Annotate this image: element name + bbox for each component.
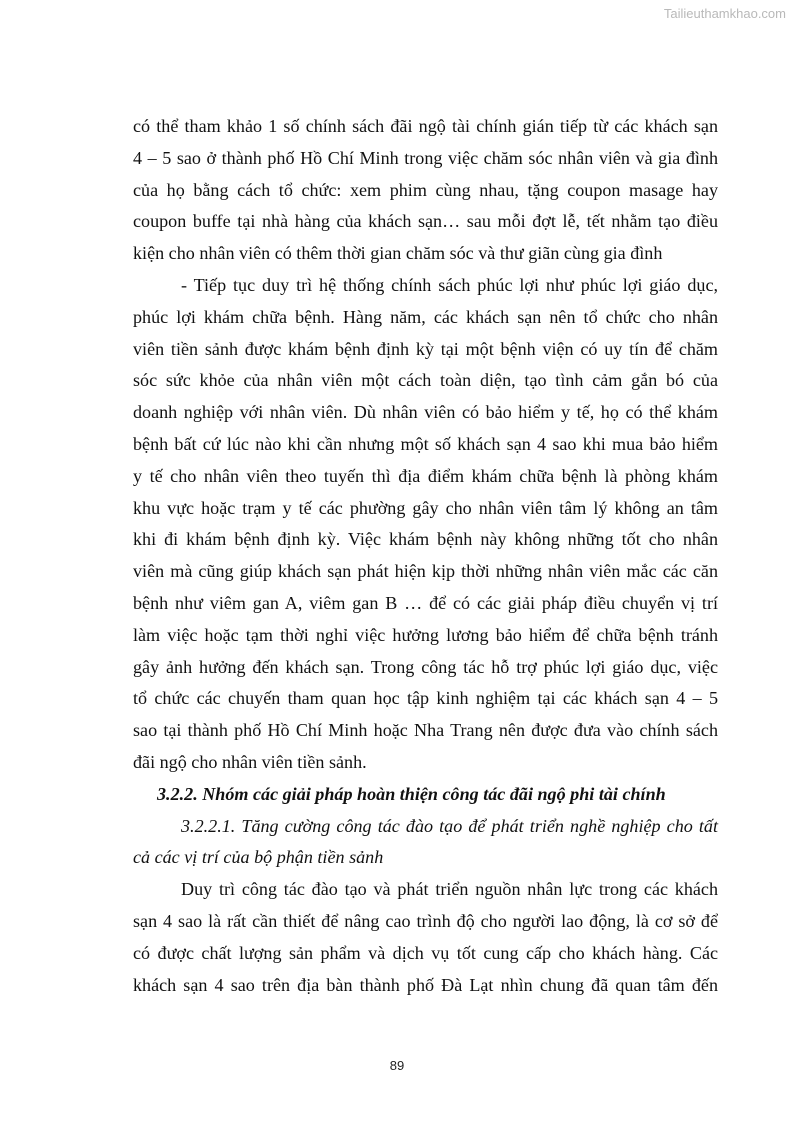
text-line: khi đi khám bệnh định kỳ. Việc khám bệnh này không những tốt cho nhân (133, 529, 718, 550)
text-line: viên tiền sảnh được khám bệnh định kỳ tại một bệnh viện có uy tín để chăm (133, 338, 718, 359)
text-line: đãi ngộ cho nhân viên tiền sảnh. (133, 751, 367, 772)
text-line: viên mà cũng giúp khách sạn phát hiện kịp thời những nhân viên mắc các căn (133, 561, 718, 582)
section-heading-3-2-2: 3.2.2. Nhóm các giải pháp hoàn thiện công tác đãi ngộ phi tài chính (157, 783, 666, 804)
text-line: coupon buffe tại nhà hàng của khách sạn… sau mỗi đợt lễ, tết nhằm tạo điều (133, 211, 718, 232)
text-line: làm việc hoặc tạm thời nghỉ việc hưởng lương bảo hiểm để chữa bệnh tránh (133, 624, 718, 645)
text-line: phúc lợi khám chữa bệnh. Hàng năm, các khách sạn nên tổ chức cho nhân (133, 306, 718, 327)
text-line: Duy trì công tác đào tạo và phát triển nguồn nhân lực trong các khách (181, 879, 718, 900)
text-line: khu vực hoặc trạm y tế các phường gây cho nhân viên tâm lý không an tâm (133, 497, 718, 518)
text-line: sao tại thành phố Hồ Chí Minh hoặc Nha Trang nên được đưa vào chính sách (133, 720, 718, 741)
text-line: sóc sức khỏe của nhân viên một cách toàn diện, tạo tình cảm gắn bó của (133, 370, 718, 391)
text-line: của họ bằng cách tổ chức: xem phim cùng nhau, tặng coupon masage hay (133, 179, 718, 200)
text-line: có được chất lượng sản phẩm và dịch vụ tốt cung cấp cho khách hàng. Các (133, 942, 718, 963)
text-line: doanh nghiệp với nhân viên. Dù nhân viên có bảo hiểm y tế, họ có thể khám (133, 402, 718, 423)
text-line: khách sạn 4 sao trên địa bàn thành phố Đà Lạt nhìn chung đã quan tâm đến (133, 974, 718, 995)
text-line: tổ chức các chuyến tham quan học tập kinh nghiệm tại các khách sạn 4 – 5 (133, 688, 718, 709)
watermark: Tailieuthamkhao.com (663, 6, 786, 21)
document-body (133, 111, 718, 1001)
text-line: gây ảnh hưởng đến khách sạn. Trong công tác hỗ trợ phúc lợi giáo dục, việc (133, 656, 718, 677)
text-line: 4 – 5 sao ở thành phố Hồ Chí Minh trong việc chăm sóc nhân viên và gia đình (133, 147, 718, 168)
subsection-heading-3-2-2-1-cont: cả các vị trí của bộ phận tiền sảnh (133, 847, 384, 868)
text-line: kiện cho nhân viên có thêm thời gian chăm sóc và thư giãn cùng gia đình (133, 243, 663, 264)
text-line: bệnh bất cứ lúc nào khi cần nhưng một số khách sạn 4 sao khi mua bảo hiểm (133, 433, 718, 454)
text-line: - Tiếp tục duy trì hệ thống chính sách phúc lợi như phúc lợi giáo dục, (181, 274, 718, 295)
text-line: bệnh như viêm gan A, viêm gan B … để có các giải pháp điều chuyển vị trí (133, 592, 718, 613)
text-line: y tế cho nhân viên theo tuyến thì địa điểm khám chữa bệnh là phòng khám (133, 465, 718, 486)
page-number: 89 (389, 1058, 405, 1073)
text-line: sạn 4 sao là rất cần thiết để nâng cao trình độ cho người lao động, là cơ sở để (133, 910, 718, 931)
subsection-heading-3-2-2-1: 3.2.2.1. Tăng cường công tác đào tạo để phát triển nghề nghiệp cho tất (181, 815, 718, 836)
text-line: có thể tham khảo 1 số chính sách đãi ngộ tài chính gián tiếp từ các khách sạn (133, 116, 718, 136)
